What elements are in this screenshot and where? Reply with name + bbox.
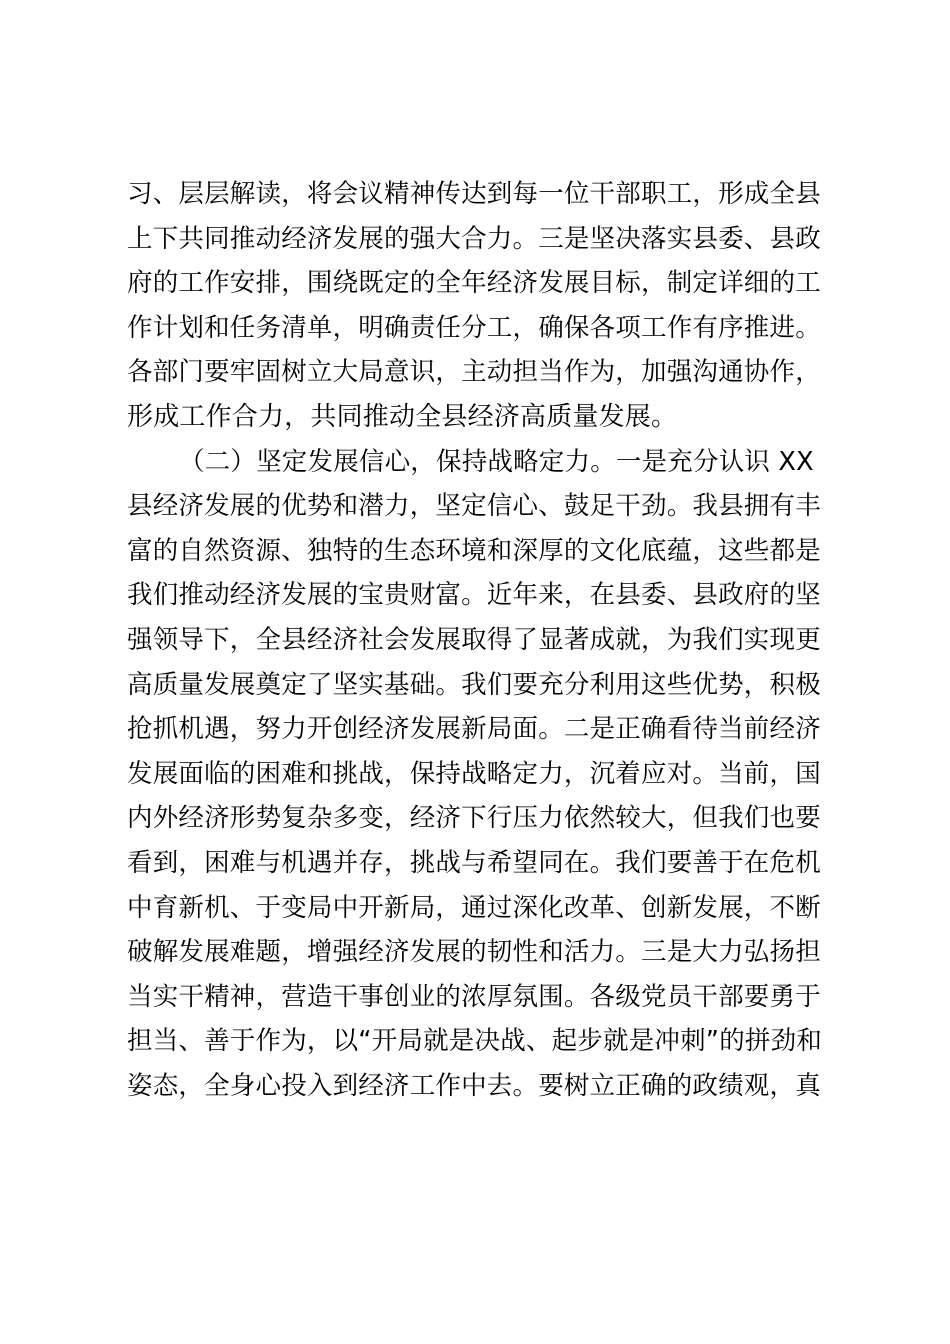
text-line-17: 中育新机、于变局中开新局，通过深化改革、创新发展，不断 [127,892,821,923]
text-line-11: 强领导下，全县经济社会发展取得了显著成就，为我们实现更 [127,624,821,655]
section-heading-line: （二）坚定发展信心，保持战略定力。一是充分认识 XX [179,446,814,477]
text-line-8: 县经济发展的优势和潜力，坚定信心、鼓足干劲。我县拥有丰 [127,491,821,522]
text-line-10: 我们推动经济发展的宝贵财富。近年来，在县委、县政府的坚 [127,580,821,611]
text-line-2: 上下共同推动经济发展的强大合力。三是坚决落实县委、县政 [127,223,821,254]
text-line-9: 富的自然资源、独特的生态环境和深厚的文化底蕴，这些都是 [127,535,821,566]
text-line-13: 抢抓机遇，努力开创经济发展新局面。二是正确看待当前经济 [127,714,821,745]
text-line-1: 习、层层解读，将会议精神传达到每一位干部职工，形成全县 [127,179,821,209]
text-line-12: 高质量发展奠定了坚实基础。我们要充分利用这些优势，积极 [127,669,821,700]
text-line-6: 形成工作合力，共同推动全县经济高质量发展。 [127,401,678,432]
text-line-15: 内外经济形势复杂多变，经济下行压力依然较大，但我们也要 [127,803,821,834]
text-line-16: 看到，困难与机遇并存，挑战与希望同在。我们要善于在危机 [127,847,821,878]
text-line-5: 各部门要牢固树立大局意识，主动担当作为，加强沟通协作， [127,357,821,388]
text-line-4: 作计划和任务清单，明确责任分工，确保各项工作有序推进。 [127,312,821,343]
body-text [127,172,823,1108]
text-line-21: 姿态，全身心投入到经济工作中去。要树立正确的政绩观，真 [127,1070,821,1101]
text-line-19: 当实干精神，营造干事创业的浓厚氛围。各级党员干部要勇于 [127,981,821,1012]
text-line-3: 府的工作安排，围绕既定的全年经济发展目标，制定详细的工 [127,268,821,299]
text-line-14: 发展面临的困难和挑战，保持战略定力，沉着应对。当前，国 [127,758,821,789]
text-line-20: 担当、善于作为，以“开局就是决战、起步就是冲刺”的拼劲和 [127,1026,823,1057]
text-line-18: 破解发展难题，增强经济发展的韧性和活力。三是大力弘扬担 [127,937,821,968]
